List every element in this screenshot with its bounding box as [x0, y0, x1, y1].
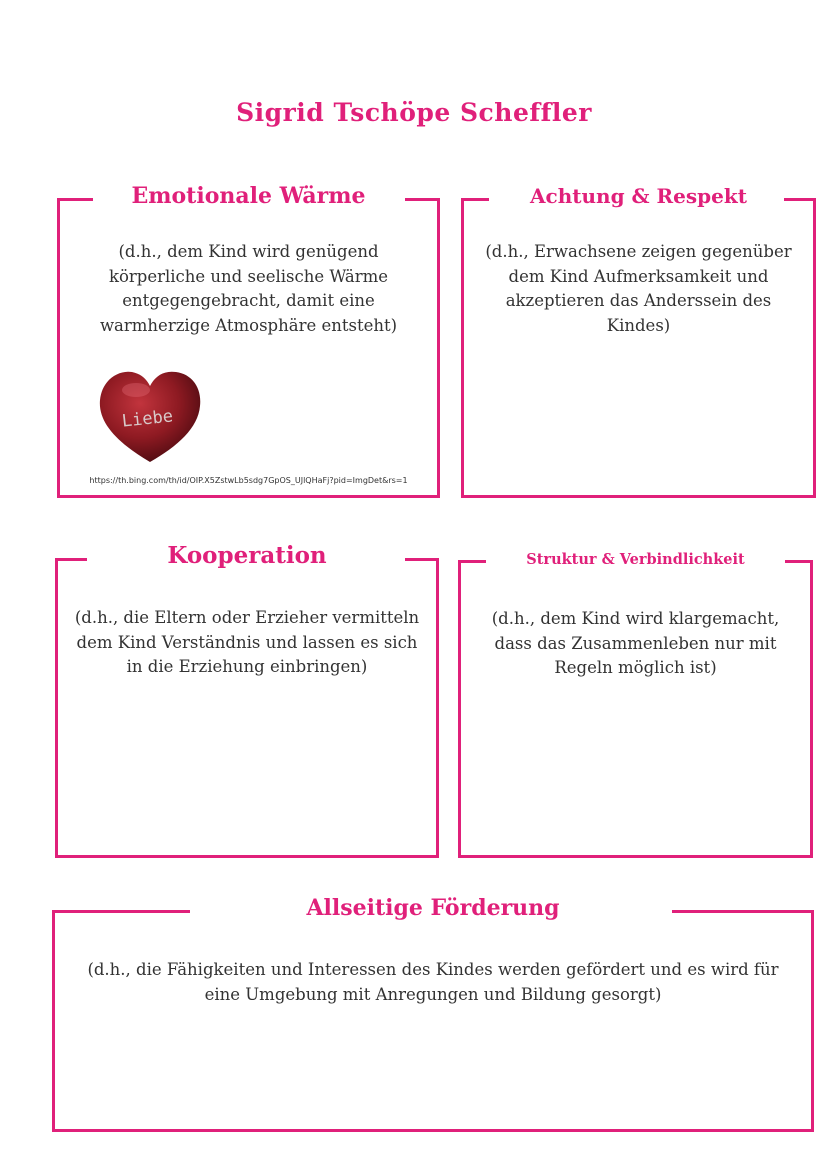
box-title-all-round-support: Allseitige Förderung [306, 895, 560, 921]
box-title-respect: Achtung & Respekt [530, 184, 747, 208]
box-structure [458, 551, 813, 858]
box-respect [461, 184, 816, 498]
box-text-cooperation: (d.h., die Eltern oder Erzieher vermitteln dem Kind Verständnis und lassen es sich in die Erziehung einbringen) [74, 608, 420, 676]
page-title: Sigrid Tschöpe Scheffler [236, 98, 592, 127]
box-title-emotional-warmth: Emotionale Wärme [131, 183, 366, 209]
image-source-url: https://th.bing.com/th/id/OIP.X5ZstwLb5sdg7GpOS_UJlQHaFj?pid=ImgDet&rs=1 [89, 476, 408, 485]
box-title-structure: Struktur & Verbindlichkeit [526, 551, 745, 568]
box-text-structure: (d.h., dem Kind wird klargemacht, dass das Zusammenleben nur mit Regeln möglich ist) [491, 609, 780, 677]
heart-image [96, 366, 204, 466]
box-text-all-round-support: (d.h., die Fähigkeiten und Interessen des Kindes werden gefördert und es wird für eine Umgebung mit Anregungen und Bildung gesorgt) [87, 960, 779, 1004]
box-text-emotional-warmth: (d.h., dem Kind wird genügend körperliche und seelische Wärme entgegengebracht, damit eine warmherzige Atmosphäre entsteht) [99, 242, 398, 335]
heart-label: Liebe [120, 406, 174, 432]
box-title-cooperation: Kooperation [167, 542, 327, 569]
box-text-respect: (d.h., Erwachsene zeigen gegenüber dem Kind Aufmerksamkeit und akzeptieren das Anderssein des Kindes) [485, 242, 792, 335]
box-emotional-warmth [57, 183, 440, 498]
box-all-round-support [52, 895, 814, 1132]
box-cooperation [55, 542, 439, 858]
